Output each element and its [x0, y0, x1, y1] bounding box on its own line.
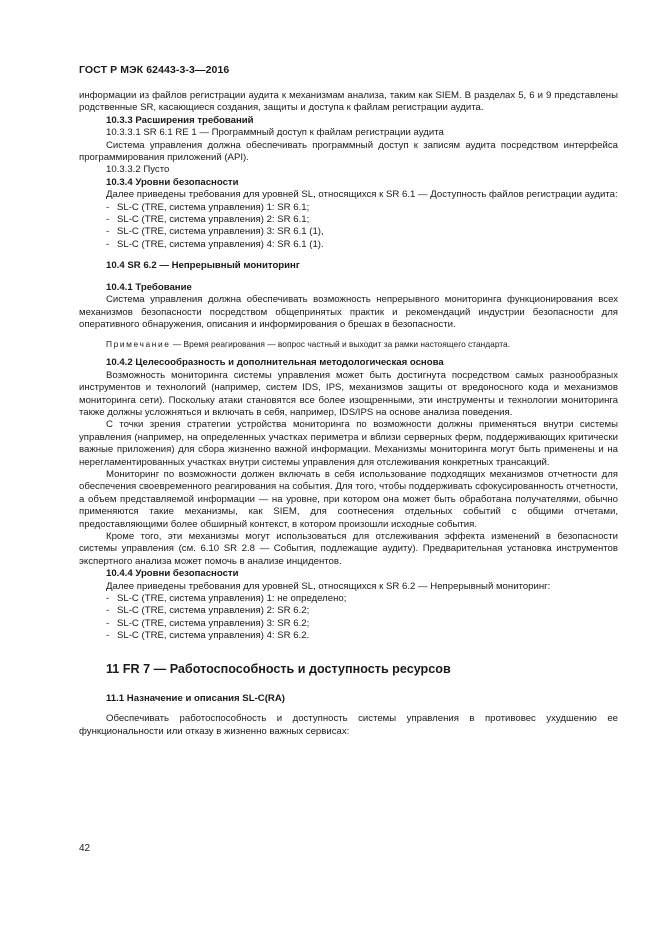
document-header: ГОСТ Р МЭК 62443-3-3—2016: [79, 64, 230, 76]
paragraph: Система управления должна обеспечивать возможность непрерывного мониторинга функционирования всех механизмов безопасности посредством общепринятых практик и рекомендаций индустрии безопасности для оперативного обнаружения, описания и информирования о брешах в безопасности.: [79, 294, 618, 330]
list-marker: -: [106, 201, 110, 213]
list-item: [79, 239, 618, 251]
list-item-text: SL-C (TRE, система управления) 3: SR 6.2;: [117, 617, 310, 629]
subsection-heading: 10.4.1 Требование: [106, 281, 192, 293]
subsection-heading: 10.4.4 Уровни безопасности: [106, 568, 239, 580]
subsection-heading: 10.3.4 Уровни безопасности: [106, 176, 239, 188]
list-item-text: SL-C (TRE, система управления) 2: SR 6.1;: [117, 214, 310, 226]
paragraph: С точки зрения стратегии устройства мониторинга по возможности должны применяться внутри системы управления (например, на определенных участках периметра и вблизи серверных ферм, поддерживающих критически важные приложения) для сбора жизненно важной информации. Механизмы мониторинга могут быть применены и на нерегламентированных участках внутри системы управления для отслеживания конкретных трансакций.: [79, 419, 618, 468]
list-item: [79, 226, 618, 238]
paragraph: Обеспечивать работоспособность и доступность системы управления в противовес ухудшению ее функциональности или отказу в жизненно важных сервисах:: [79, 713, 618, 737]
list-item: [79, 214, 618, 226]
paragraph: Далее приведены требования для уровней SL, относящихся к SR 6.2 — Непрерывный мониторинг:: [106, 580, 551, 592]
list-marker: -: [106, 617, 110, 629]
list-item: [79, 202, 618, 214]
page-number: 42: [79, 843, 91, 854]
paragraph: Кроме того, эти механизмы могут использоваться для отслеживания эффекта изменений в безопасности системы управления (см. 6.10 SR 2.8 — События, подлежащие аудиту). Предварительная установка инструментов экспертного анализа может помочь в анализе инцидентов.: [79, 531, 618, 567]
list-marker: -: [106, 605, 110, 617]
list-item: [79, 593, 618, 605]
list-item-text: SL-C (TRE, система управления) 4: SR 6.2.: [117, 630, 310, 642]
list-marker: -: [106, 593, 110, 605]
list-item-text: SL-C (TRE, система управления) 3: SR 6.1 (1),: [117, 226, 324, 238]
paragraph: Система управления должна обеспечивать программный доступ к записям аудита посредством интерфейса программирования приложений (API).: [79, 139, 618, 164]
paragraph: 10.3.3.1 SR 6.1 RE 1 — Программный доступ к файлам регистрации аудита: [106, 127, 444, 139]
paragraph: Возможность мониторинга системы управления может быть достигнута посредством самых разнообразных инструментов и технологий (например, систем IDS, IPS, механизмов защиты от вредоносного кода и механизмов мониторинга сети). Поскольку атаки становятся все более изощренными, эти инструменты и технологии мониторинга также должны усложняться и включать в себя, например, IDS/IPS на основе анализа поведения.: [79, 369, 618, 418]
list-item: [79, 618, 618, 630]
list-marker: -: [106, 214, 110, 226]
paragraph: информации из файлов регистрации аудита к механизмам анализа, таким как SIEM. В разделах 5, 6 и 9 представлены родственные SR, касающиеся создания, защиты и доступа к файлам регистрации аудита.: [79, 90, 618, 114]
paragraph: 10.3.3.2 Пусто: [106, 164, 170, 176]
subsection-heading: 10.3.3 Расширения требований: [106, 114, 254, 126]
paragraph: Далее приведены требования для уровней SL, относящихся к SR 6.1 — Доступность файлов регистрации аудита:: [106, 189, 618, 201]
list-item-text: SL-C (TRE, система управления) 1: не определено;: [117, 593, 347, 605]
list-item: [79, 605, 618, 617]
list-marker: -: [106, 226, 110, 238]
page-body: [79, 90, 618, 738]
note: [79, 338, 618, 350]
section-heading: 10.4 SR 6.2 — Непрерывный мониторинг: [106, 260, 300, 272]
subsection-heading: 11.1 Назначение и описания SL-C(RA): [106, 693, 285, 705]
chapter-heading: 11 FR 7 — Работоспособность и доступность ресурсов: [106, 661, 451, 676]
paragraph: Мониторинг по возможности должен включать в себя использование подходящих механизмов отчетности для обеспечения своевременного реагирования на события. Для того, чтобы поддерживать сфокусированность отчетности, а объем представляемой информации — на уровне, при котором она может быть обработана получателями, обычно применяются такие механизмы, как SIEM, для соотнесения отдельных событий с общими отчетами, предоставляющими более обширный контекст, в котором произошли исходные события.: [79, 468, 618, 530]
list-item-text: SL-C (TRE, система управления) 2: SR 6.2;: [117, 605, 310, 617]
list-marker: -: [106, 238, 110, 250]
subsection-heading: 10.4.2 Целесообразность и дополнительная методологическая основа: [106, 357, 444, 369]
note-label: Примечание: [106, 339, 171, 350]
note-text: — Время реагирования — вопрос частный и выходит за рамки настоящего стандарта.: [172, 339, 511, 350]
list-item-text: SL-C (TRE, система управления) 4: SR 6.1 (1).: [117, 238, 324, 250]
list-item: [79, 630, 618, 642]
list-item-text: SL-C (TRE, система управления) 1: SR 6.1;: [117, 201, 310, 213]
list-marker: -: [106, 630, 110, 642]
